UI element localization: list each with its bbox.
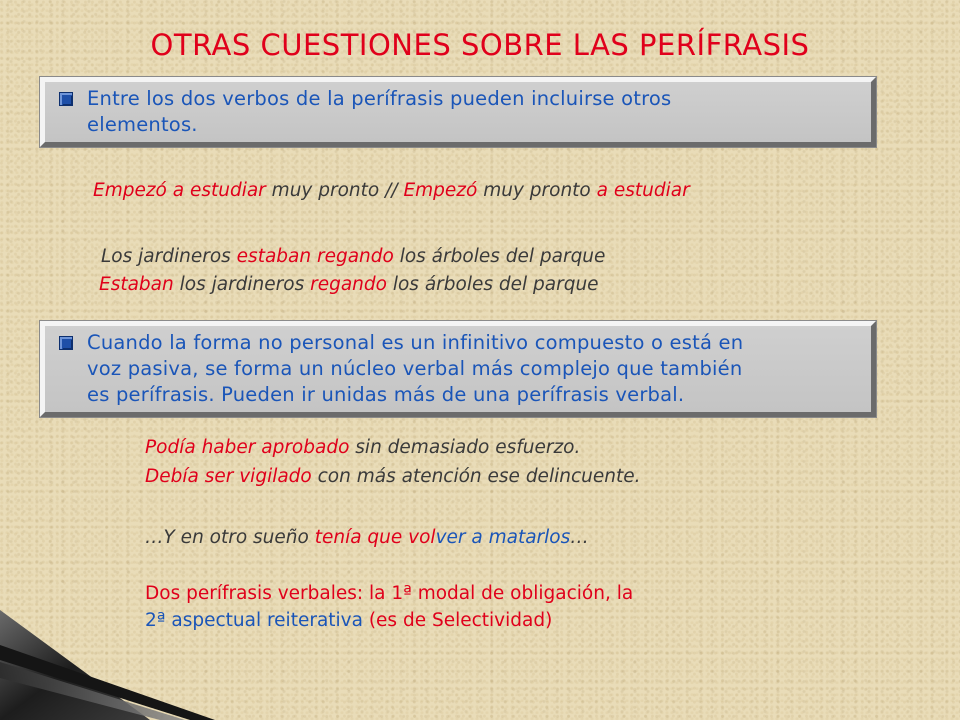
info-box-1-text: Entre los dos verbos de la perífrasis pueden incluirse otros elementos. xyxy=(87,87,672,136)
info-box-2-text: Cuando la forma no personal es un infinitivo compuesto o está en voz pasiva, se forma un núcleo verbal más complejo que también es perífrasis. Pueden ir unidas más de una perífrasis verbal. xyxy=(87,331,744,406)
checkbox-square-icon xyxy=(59,92,73,106)
slide-title: OTRAS CUESTIONES SOBRE LAS PERÍFRASIS xyxy=(150,28,810,62)
example-line-jardineros-2: Estaban los jardineros regando los árboles del parque xyxy=(99,274,599,295)
info-box-1 xyxy=(40,77,876,147)
checkbox-square-icon xyxy=(59,336,73,350)
corner-ribbon-decoration xyxy=(0,590,230,720)
note-dos-perifrasis-line1: Dos perífrasis verbales: la 1ª modal de obligación, la xyxy=(145,583,634,604)
info-box-2 xyxy=(40,321,876,417)
example-line-podia: Podía haber aprobado sin demasiado esfuerzo. xyxy=(145,437,581,458)
note-dos-perifrasis-line2: 2ª aspectual reiterativa (es de Selectividad) xyxy=(145,610,553,631)
example-line-empezo: Empezó a estudiar muy pronto // Empezó muy pronto a estudiar xyxy=(93,180,690,201)
example-line-sueno: …Y en otro sueño tenía que volver a matarlos… xyxy=(145,527,589,548)
example-line-jardineros-1: Los jardineros estaban regando los árboles del parque xyxy=(101,246,606,267)
example-line-debia: Debía ser vigilado con más atención ese delincuente. xyxy=(145,466,641,487)
